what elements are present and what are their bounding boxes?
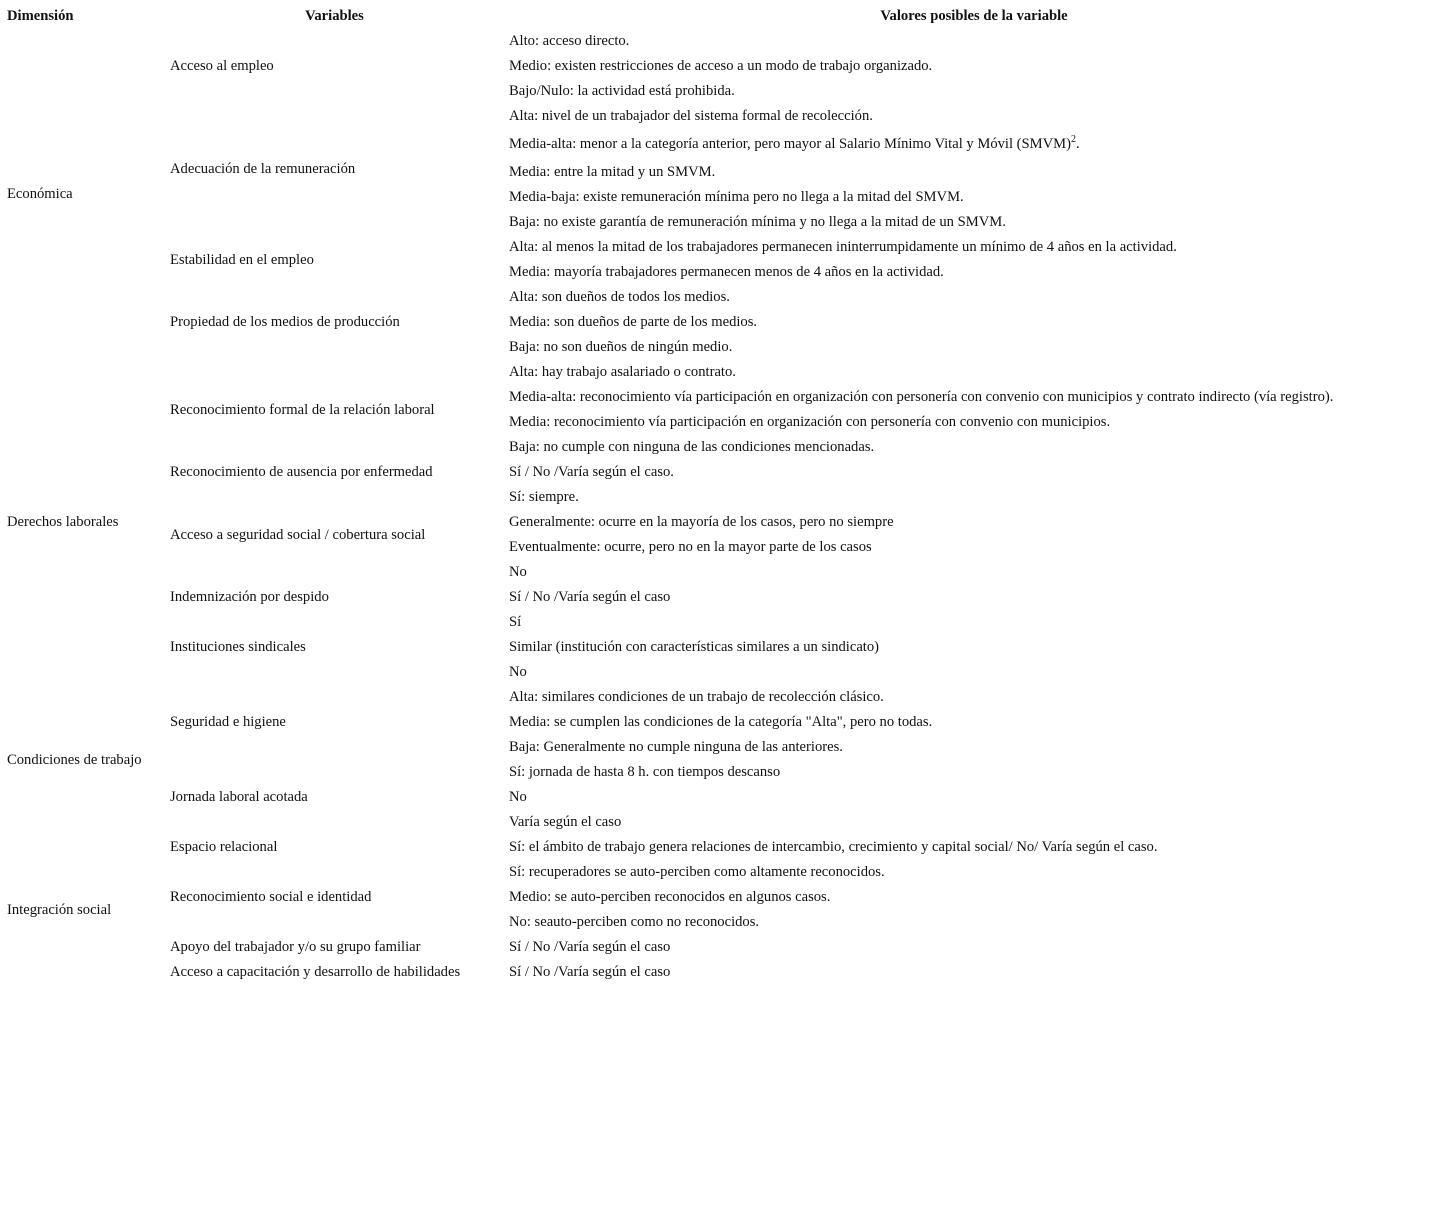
value-cell (504, 610, 1444, 635)
value-text: Sí / No /Varía según el caso (509, 589, 671, 605)
variables-table (2, 4, 1444, 985)
value-text: Alta: al menos la mitad de los trabajadores permanecen ininterrumpidamente un mínimo de 4 años en la actividad. (509, 239, 1177, 255)
value-text: Baja: no son dueños de ningún medio. (509, 339, 733, 355)
value-text: Sí (509, 614, 522, 630)
header-values: Valores posibles de la variable (880, 8, 1068, 24)
variable-cell: Propiedad de los medios de producción (170, 314, 400, 330)
value-cell (504, 560, 1444, 585)
value-cell (504, 910, 1444, 935)
header-variables: Variables (305, 8, 364, 24)
value-cell (504, 54, 1444, 79)
value-cell (504, 260, 1444, 285)
value-text: Sí / No /Varía según el caso (509, 964, 671, 980)
table-row (2, 235, 1444, 260)
value-cell (504, 79, 1444, 104)
value-cell (504, 235, 1444, 260)
value-text: No (509, 789, 527, 805)
header-dimension: Dimensión (7, 8, 74, 24)
value-text: Media-alta: menor a la categoría anterior, pero mayor al Salario Mínimo Vital y Móvil (SMVM) (509, 136, 1072, 152)
value-cell (504, 960, 1444, 985)
table-row (2, 610, 1444, 635)
variable-cell: Adecuación de la remuneración (170, 161, 356, 177)
value-cell (504, 835, 1444, 860)
value-cell (504, 160, 1444, 185)
variable-cell: Seguridad e higiene (170, 714, 286, 730)
variable-cell: Espacio relacional (170, 839, 278, 855)
table-row (2, 29, 1444, 54)
value-text: No (509, 664, 527, 680)
table-row (2, 960, 1444, 985)
table-row (2, 685, 1444, 710)
variable-cell: Jornada laboral acotada (170, 789, 308, 805)
value-text: Medio: existen restricciones de acceso a un modo de trabajo organizado. (509, 58, 933, 74)
value-text: Alta: hay trabajo asalariado o contrato. (509, 364, 736, 380)
value-text: No (509, 564, 527, 580)
variable-cell: Indemnización por despido (170, 589, 329, 605)
table-row (2, 104, 1444, 129)
variable-cell: Acceso a capacitación y desarrollo de habilidades (170, 964, 461, 980)
value-cell (504, 129, 1444, 160)
dimension-cell: Condiciones de trabajo (7, 751, 142, 768)
value-text: Sí: recuperadores se auto-perciben como altamente reconocidos. (509, 864, 885, 880)
value-text: Alta: similares condiciones de un trabajo de recolección clásico. (509, 689, 884, 705)
value-cell (504, 360, 1444, 385)
value-cell (504, 735, 1444, 760)
footnote-trailing: . (1076, 136, 1080, 152)
table-row (2, 285, 1444, 310)
table-row (2, 935, 1444, 960)
value-text: Alta: son dueños de todos los medios. (509, 289, 730, 305)
value-text: Sí: siempre. (509, 489, 579, 505)
value-cell (504, 685, 1444, 710)
value-text: Sí / No /Varía según el caso. (509, 464, 674, 480)
value-cell (504, 760, 1444, 785)
value-text: No: seauto-perciben como no reconocidos. (509, 914, 760, 930)
value-text: Media-baja: existe remuneración mínima pero no llega a la mitad del SMVM. (509, 189, 964, 205)
value-cell (504, 335, 1444, 360)
value-cell (504, 29, 1444, 54)
value-cell (504, 660, 1444, 685)
value-text: Bajo/Nulo: la actividad está prohibida. (509, 83, 735, 99)
variable-cell: Acceso al empleo (170, 58, 274, 74)
value-text: Media: reconocimiento vía participación en organización con personería con convenio con municipios. (509, 414, 1111, 430)
header-row (2, 4, 1444, 29)
footnote-marker: 2 (1071, 134, 1077, 146)
table-row (2, 760, 1444, 785)
table-row (2, 860, 1444, 885)
value-text: Media: son dueños de parte de los medios. (509, 314, 758, 330)
value-text: Alta: nivel de un trabajador del sistema formal de recolección. (509, 108, 873, 124)
table-row (2, 585, 1444, 610)
table-body (2, 29, 1444, 985)
dimension-cell: Derechos laborales (7, 514, 119, 530)
value-text: Varía según el caso (509, 814, 622, 830)
value-cell (504, 785, 1444, 810)
variable-cell: Reconocimiento social e identidad (170, 889, 372, 905)
value-cell (504, 210, 1444, 235)
value-text: Generalmente: ocurre en la mayoría de los casos, pero no siempre (509, 514, 894, 530)
value-cell (504, 185, 1444, 210)
dimension-cell: Económica (7, 186, 73, 202)
value-cell (504, 935, 1444, 960)
value-text: Medio: se auto-perciben reconocidos en algunos casos. (509, 889, 831, 905)
variable-cell: Reconocimiento formal de la relación laboral (170, 401, 435, 418)
table-row (2, 460, 1444, 485)
dimension-cell: Integración social (7, 901, 112, 918)
value-cell (504, 285, 1444, 310)
value-cell (504, 385, 1444, 410)
value-text: Similar (institución con características similares a un sindicato) (509, 639, 880, 655)
value-cell (504, 810, 1444, 835)
variable-cell: Reconocimiento de ausencia por enfermedad (170, 464, 433, 480)
value-text: Sí: jornada de hasta 8 h. con tiempos descanso (509, 764, 781, 780)
value-text: Eventualmente: ocurre, pero no en la mayor parte de los casos (509, 539, 872, 555)
value-text: Sí / No /Varía según el caso (509, 939, 671, 955)
table-row (2, 485, 1444, 510)
value-cell (504, 710, 1444, 735)
variable-cell: Estabilidad en el empleo (170, 251, 314, 268)
value-text: Media: se cumplen las condiciones de la categoría "Alta", pero no todas. (509, 714, 933, 730)
variable-cell: Acceso a seguridad social / cobertura social (170, 526, 426, 543)
table-row (2, 360, 1444, 385)
value-cell (504, 860, 1444, 885)
value-cell (504, 635, 1444, 660)
value-text: Sí: el ámbito de trabajo genera relaciones de intercambio, crecimiento y capital social/ No/ Varía según el caso. (509, 839, 1158, 855)
value-cell (504, 585, 1444, 610)
value-text: Media-alta: reconocimiento vía participación en organización con personería con convenio con municipios y contrato indirecto (vía registro). (509, 389, 1334, 405)
value-cell (504, 104, 1444, 129)
value-cell (504, 410, 1444, 435)
value-cell (504, 435, 1444, 460)
value-text: Baja: Generalmente no cumple ninguna de las anteriores. (509, 739, 843, 755)
value-text: Baja: no cumple con ninguna de las condiciones mencionadas. (509, 439, 875, 455)
value-cell (504, 885, 1444, 910)
value-cell (504, 460, 1444, 485)
table-row (2, 835, 1444, 860)
variable-cell: Instituciones sindicales (170, 639, 306, 655)
value-cell (504, 485, 1444, 510)
value-text: Media: mayoría trabajadores permanecen menos de 4 años en la actividad. (509, 264, 944, 280)
value-text: Baja: no existe garantía de remuneración mínima y no llega a la mitad de un SMVM. (509, 214, 1006, 230)
value-text: Alto: acceso directo. (509, 33, 630, 49)
value-cell (504, 535, 1444, 560)
value-text: Media: entre la mitad y un SMVM. (509, 164, 716, 180)
variable-cell: Apoyo del trabajador y/o su grupo familiar (170, 939, 421, 955)
value-cell (504, 310, 1444, 335)
value-cell (504, 510, 1444, 535)
